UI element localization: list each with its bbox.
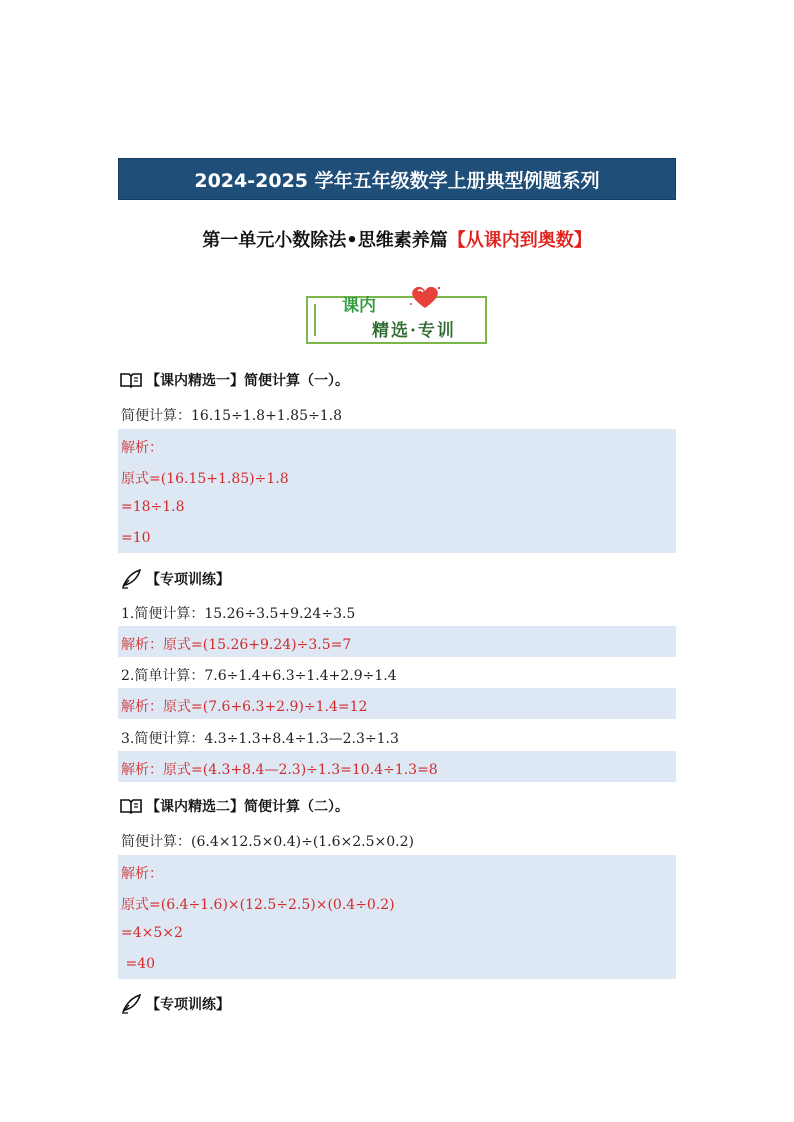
section1-title	[120, 370, 349, 390]
section2-title	[120, 796, 349, 816]
quill-icon	[120, 994, 142, 1014]
training1-title-text: 【专项训练】	[146, 572, 230, 588]
logo-line2: 精选·专训	[372, 321, 456, 341]
quill-icon	[120, 569, 142, 589]
training2-title	[120, 994, 230, 1014]
training-question: 1.简便计算：15.26÷3.5+9.24÷3.5	[121, 606, 356, 622]
section2-solution-box	[118, 855, 676, 979]
section2-question: 简便计算：(6.4×12.5×0.4)÷(1.6×2.5×0.2)	[121, 834, 414, 850]
training-answer: 解析：原式=(4.3+8.4—2.3)÷1.3=10.4÷1.3=8	[121, 762, 438, 778]
section2-solution-line: =40	[121, 956, 155, 972]
unit-subtitle	[118, 226, 676, 252]
training-question: 2.简单计算：7.6÷1.4+6.3÷1.4+2.9÷1.4	[121, 668, 397, 684]
section1-solution-line: =18÷1.8	[121, 499, 185, 515]
training-answer: 解析：原式=(7.6+6.3+2.9)÷1.4=12	[121, 699, 368, 715]
training-answer: 解析：原式=(15.26+9.24)÷3.5=7	[121, 637, 352, 653]
section1-title-text: 【课内精选一】简便计算（一）。	[146, 373, 349, 389]
training1-title	[120, 569, 230, 589]
section2-solution-line: 原式=(6.4÷1.6)×(12.5÷2.5)×(0.4÷0.2)	[121, 897, 395, 913]
logo-line1: 课内	[342, 296, 376, 316]
subtitle-highlight: 【从课内到奥数】	[447, 230, 592, 251]
section1-solution-box	[118, 429, 676, 553]
section1-question: 简便计算：16.15÷1.8+1.85÷1.8	[121, 408, 342, 424]
section2-solution-line: =4×5×2	[121, 925, 183, 941]
section1-solution-line: 解析：	[121, 440, 163, 456]
book-icon	[120, 798, 142, 814]
subtitle-main: 第一单元小数除法•思维素养篇	[202, 230, 448, 251]
training-question: 3.简便计算：4.3÷1.3+8.4÷1.3—2.3÷1.3	[121, 731, 399, 747]
heart-icon	[408, 284, 442, 310]
book-icon	[120, 372, 142, 388]
training2-title-text: 【专项训练】	[146, 997, 230, 1013]
section2-solution-line: 解析：	[121, 866, 163, 882]
section1-solution-line: =10	[121, 530, 151, 546]
series-banner: 2024-2025 学年五年级数学上册典型例题系列	[118, 158, 676, 200]
section1-solution-line: 原式=(16.15+1.85)÷1.8	[121, 471, 289, 487]
section2-title-text: 【课内精选二】简便计算（二）。	[146, 799, 349, 815]
